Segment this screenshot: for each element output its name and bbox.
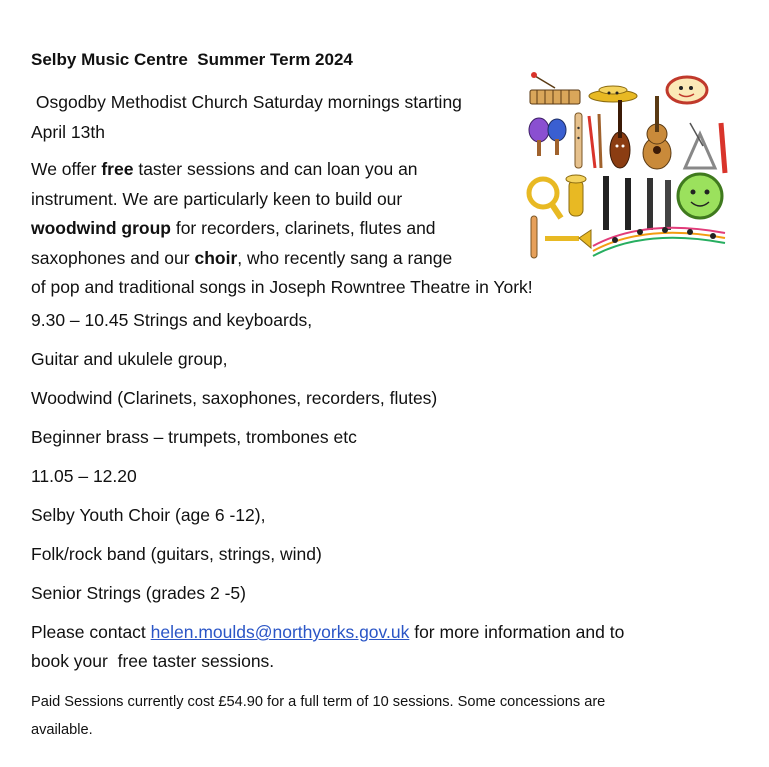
drum-icon — [678, 174, 722, 218]
free-emphasis: free — [101, 159, 134, 179]
trumpet-icon — [545, 230, 591, 248]
schedule-item: Folk/rock band (guitars, strings, wind) — [31, 544, 322, 564]
tuba-icon — [566, 175, 586, 216]
contact-text: Please contact — [31, 622, 151, 642]
pricing-line-2: available. — [31, 722, 93, 738]
page-title: Selby Music Centre Summer Term 2024 — [31, 50, 353, 69]
contact-paragraph — [31, 618, 731, 676]
schedule-item: Woodwind (Clarinets, saxophones, recorders, flutes) — [31, 388, 438, 408]
offer-text: We offer — [31, 159, 102, 179]
schedule-item: Beginner brass – trumpets, trombones etc — [31, 427, 357, 447]
music-notes-icon — [593, 227, 725, 256]
contact-text: for more information and to — [409, 622, 625, 642]
tambourine-icon — [667, 77, 707, 103]
violin-icon — [610, 100, 630, 168]
cymbals-icon — [589, 86, 637, 102]
contact-line-2: book your free taster sessions. — [31, 651, 275, 671]
offer-line-5: of pop and traditional songs in Joseph Rowntree Theatre in York! — [31, 277, 533, 297]
intro-paragraph — [31, 88, 531, 147]
schedule-item: Senior Strings (grades 2 -5) — [31, 583, 246, 603]
guitar-icon — [643, 96, 671, 169]
recorder-icon — [575, 113, 582, 168]
schedule-item: Selby Youth Choir (age 6 -12), — [31, 505, 266, 525]
choir-emphasis: choir — [194, 247, 238, 268]
flute-icon — [721, 123, 725, 173]
xylophone-icon — [530, 72, 580, 104]
pricing-note — [31, 688, 731, 744]
email-link[interactable]: helen.moulds@northyorks.gov.uk — [150, 622, 410, 642]
schedule-item: 9.30 – 10.45 Strings and keyboards, — [31, 310, 313, 330]
offer-text: , who recently sang a range — [237, 247, 453, 268]
schedule-item: 11.05 – 12.20 — [31, 466, 137, 486]
schedule-item: Guitar and ukulele group, — [31, 349, 228, 369]
pricing-line-1: Paid Sessions currently cost £54.90 for a full term of 10 sessions. Some concessions are — [31, 694, 606, 710]
offer-text: for recorders, clarinets, flutes and — [170, 218, 436, 238]
french-horn-icon — [529, 179, 561, 218]
recorder-small-icon — [531, 216, 537, 258]
woodwind-emphasis: woodwind group — [31, 218, 171, 238]
offer-text: taster sessions and can loan you an — [133, 159, 418, 179]
contact-line-1 — [31, 618, 731, 647]
intro-line-1: Osgodby Methodist Church Saturday mornings starting — [31, 92, 462, 112]
intro-line-2: April 13th — [31, 121, 105, 142]
offer-text: saxophones and our — [31, 247, 195, 268]
triangle-icon — [685, 123, 715, 168]
clarinet-icon — [603, 176, 671, 230]
drumsticks-icon — [589, 114, 601, 168]
musical-instruments-illustration — [525, 68, 730, 263]
maracas-icon — [529, 118, 566, 156]
offer-line-2: instrument. We are particularly keen to build our — [31, 188, 403, 209]
